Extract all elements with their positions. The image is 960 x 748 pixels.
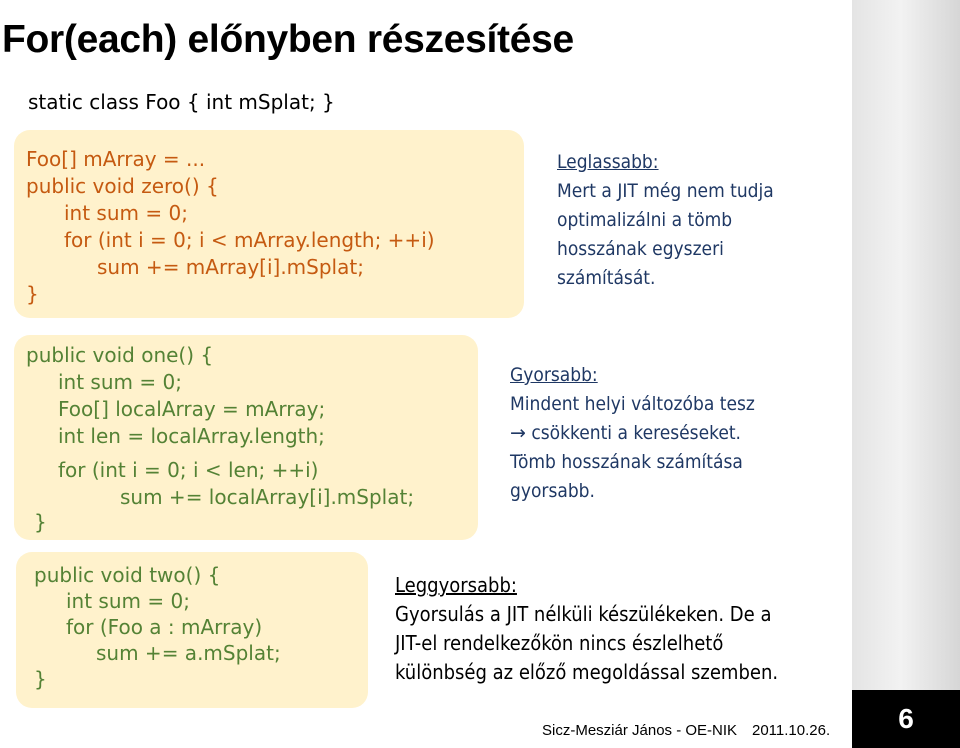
code-box-zero <box>14 130 524 318</box>
code-line: sum += mArray[i].mSplat; <box>97 255 364 279</box>
note-line: számítását. <box>557 267 656 289</box>
note-line: Tömb hosszának számítása <box>510 451 743 473</box>
code-line: int sum = 0; <box>58 370 182 394</box>
code-line: public void one() { <box>26 343 214 367</box>
note-fastest <box>395 571 778 687</box>
code-line: Foo[] localArray = mArray; <box>58 397 326 421</box>
arrow-right-icon: → <box>510 422 526 444</box>
code-box-one <box>14 335 478 540</box>
note-line-arrow <box>510 419 755 448</box>
sidebar-decoration <box>852 0 960 748</box>
note-heading: Leglassabb: <box>557 151 659 173</box>
note-faster <box>510 361 755 506</box>
code-line: for (int i = 0; i < len; ++i) <box>58 458 319 482</box>
code-line: int sum = 0; <box>64 201 188 225</box>
slide-title: For(each) előnyben részesítése <box>2 18 574 61</box>
class-declaration: static class Foo { int mSplat; } <box>28 90 335 114</box>
code-line: for (Foo a : mArray) <box>66 615 263 639</box>
code-line: sum += a.mSplat; <box>96 641 281 665</box>
note-line: Mindent helyi változóba tesz <box>510 393 755 415</box>
note-line: hosszának egyszeri <box>557 238 724 260</box>
footer-author: Sicz-Mesziár János - OE-NIK <box>542 722 738 739</box>
code-line: public void zero() { <box>26 174 219 198</box>
code-line: } <box>34 510 47 534</box>
code-line: } <box>26 282 39 306</box>
note-heading: Gyorsabb: <box>510 364 598 386</box>
note-heading: Leggyorsabb: <box>395 573 517 597</box>
note-line: Mert a JIT még nem tudja <box>557 180 774 202</box>
page-number: 6 <box>898 703 914 734</box>
code-line: for (int i = 0; i < mArray.length; ++i) <box>64 228 435 252</box>
code-box-two <box>16 552 368 708</box>
note-line: JIT-el rendelkezőkön nincs észlelhető <box>395 631 724 655</box>
note-line: különbség az előző megoldással szemben. <box>395 660 779 684</box>
code-line: public void two() { <box>34 563 221 587</box>
footer-date: 2011.10.26. <box>752 722 831 739</box>
note-line: Gyorsulás a JIT nélküli készülékeken. De a <box>395 602 772 626</box>
code-line: } <box>34 667 47 691</box>
code-line: sum += localArray[i].mSplat; <box>120 485 415 509</box>
code-line: int len = localArray.length; <box>58 424 325 448</box>
note-line: gyorsabb. <box>510 480 595 502</box>
note-slowest <box>557 148 774 293</box>
code-line: int sum = 0; <box>66 589 190 613</box>
code-line: Foo[] mArray = ... <box>26 147 206 171</box>
note-line: csökkenti a kereséseket. <box>531 422 741 444</box>
note-line: optimalizálni a tömb <box>557 209 733 231</box>
